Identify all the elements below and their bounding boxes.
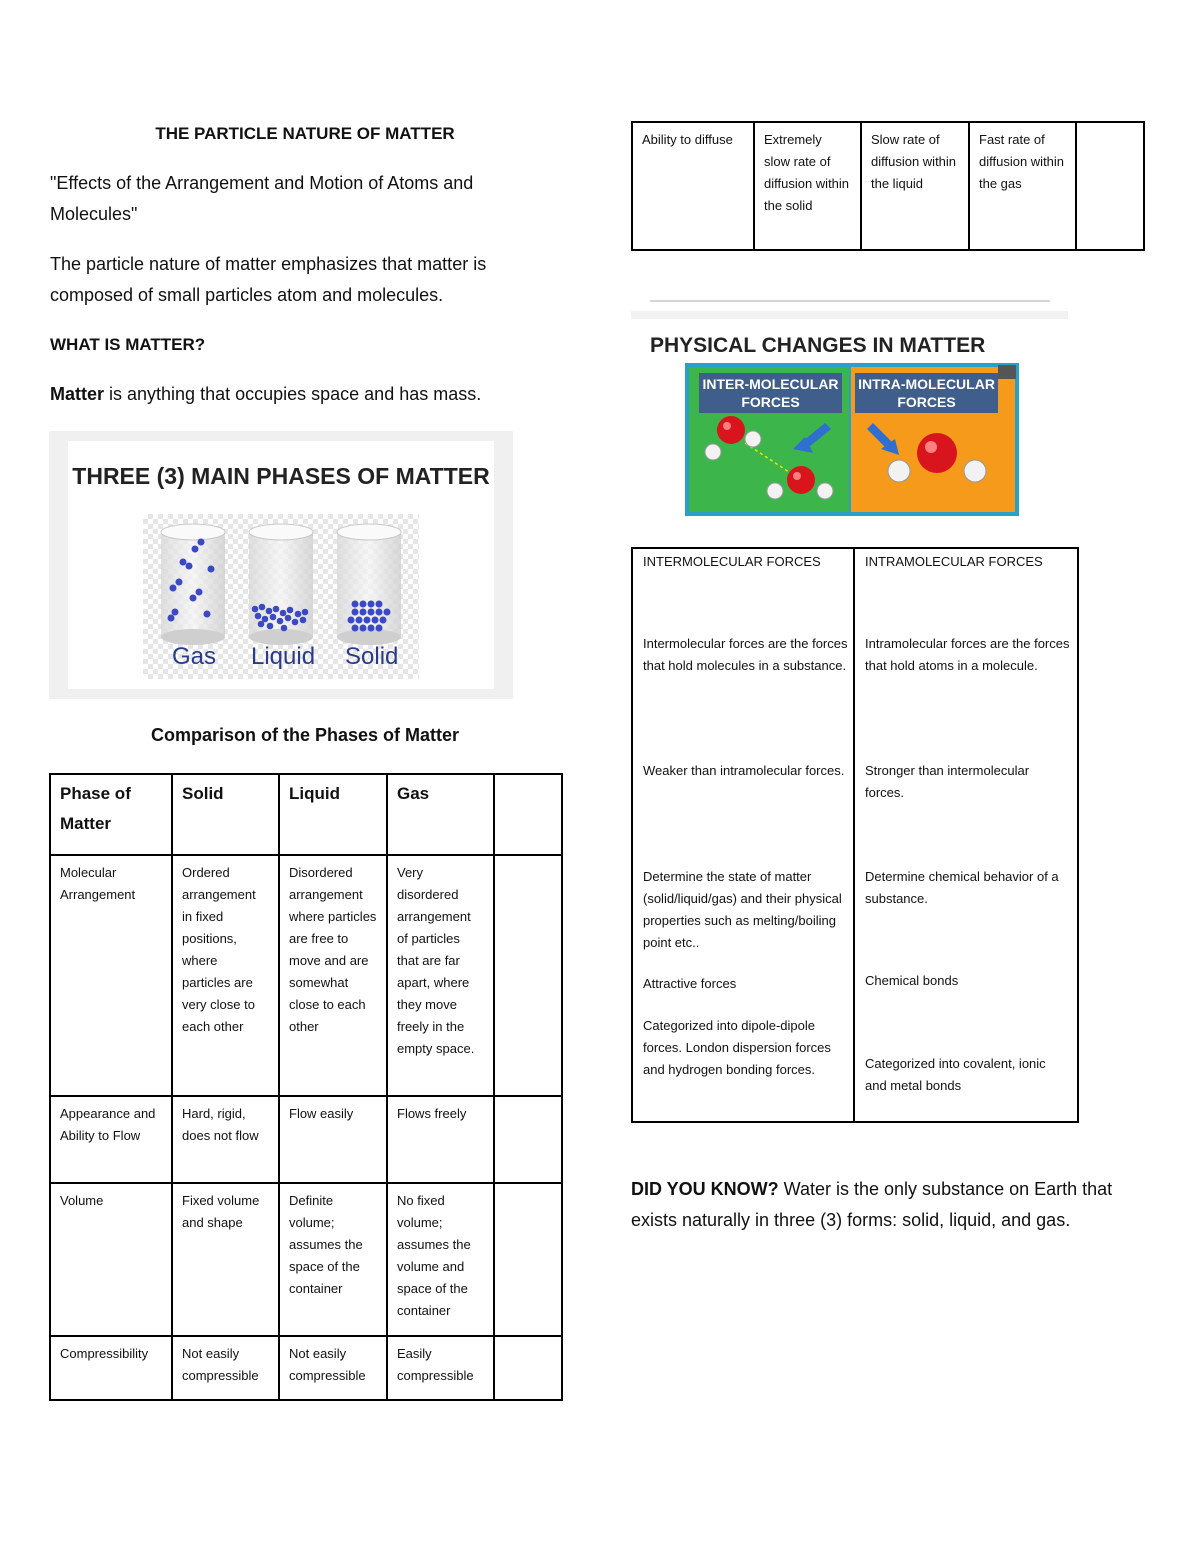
table-row <box>50 1096 562 1183</box>
table-cell: Attractive forces <box>643 976 737 991</box>
table-cell: Categorized into covalent, ionic and metal bonds <box>865 1056 1046 1093</box>
table-cell: Fixed volume and shape <box>172 1183 279 1336</box>
table-cell: Not easily compressible <box>172 1336 279 1400</box>
phases-image <box>49 431 513 699</box>
physical-changes-title: PHYSICAL CHANGES IN MATTER <box>650 334 986 357</box>
phases-image-title: THREE (3) MAIN PHASES OF MATTER <box>72 463 490 489</box>
table-cell: Weaker than intramolecular forces. <box>643 763 845 778</box>
comparison-heading: Comparison of the Phases of Matter <box>150 725 460 745</box>
gas-label: Gas <box>172 643 217 670</box>
intra-molecular-label: INTRA-MOLECULAR FORCES <box>858 376 995 410</box>
table-cell: Not easily compressible <box>279 1336 387 1400</box>
table-cell: No fixed volume; assumes the volume and space of the container <box>387 1183 494 1336</box>
gas-cylinder <box>161 524 225 645</box>
header-cell: Solid <box>172 774 279 855</box>
table-cell: Slow rate of diffusion within the liquid <box>861 122 969 250</box>
page-title: THE PARTICLE NATURE OF MATTER <box>155 124 455 143</box>
table-cell: Stronger than intermolecular forces. <box>865 763 1030 800</box>
table-cell: Disordered arrangement where particles are free to move and are somewhat close to each other <box>279 855 387 1096</box>
header-cell: Liquid <box>279 774 387 855</box>
diffuse-table <box>631 121 1145 251</box>
table-cell <box>1076 122 1144 250</box>
table-cell: Molecular Arrangement <box>50 855 172 1096</box>
table-row <box>632 548 1078 1122</box>
header-cell: Phase of Matter <box>50 774 172 855</box>
liquid-cylinder <box>249 524 313 645</box>
table-cell: Categorized into dipole-dipole forces. London dispersion forces and hydrogen bonding forces. <box>643 1018 831 1077</box>
table-cell: Ability to diffuse <box>632 122 754 250</box>
table-cell: Hard, rigid, does not flow <box>172 1096 279 1183</box>
table-row <box>50 855 562 1096</box>
table-row <box>50 1183 562 1336</box>
table-cell: Compressibility <box>50 1336 172 1400</box>
table-cell <box>494 855 562 1096</box>
table-cell <box>494 1336 562 1400</box>
table-cell: Flow easily <box>279 1096 387 1183</box>
table-cell: Determine the state of matter (solid/liquid/gas) and their physical properties such as melting/boiling point etc.. <box>643 869 842 950</box>
matter-definition <box>50 379 560 410</box>
solid-label: Solid <box>345 643 399 670</box>
table-cell: Appearance and Ability to Flow <box>50 1096 172 1183</box>
did-you-know-text: Water is the only substance on Earth that exists naturally in three (3) forms: solid, liquid, and gas. <box>631 1179 1113 1230</box>
table-cell: Determine chemical behavior of a substance. <box>865 869 1059 906</box>
matter-term: Matter <box>50 384 105 404</box>
what-is-matter-heading: WHAT IS MATTER? <box>50 335 206 354</box>
matter-definition-text: is anything that occupies space and has mass. <box>104 384 482 404</box>
divider <box>650 300 1050 302</box>
liquid-label: Liquid <box>251 643 316 670</box>
header-cell: Gas <box>387 774 494 855</box>
table-row <box>632 122 1144 250</box>
table-cell: Flows freely <box>387 1096 494 1183</box>
table-cell: Very disordered arrangement of particles that are far apart, where they move freely in the empty space. <box>387 855 494 1096</box>
inter-column <box>632 548 854 1122</box>
intro-paragraph: The particle nature of matter emphasizes that matter is composed of small particles atom and molecules. <box>50 254 487 305</box>
table-cell: Ordered arrangement in fixed positions, where particles are very close to each other <box>172 855 279 1096</box>
table-cell: Easily compressible <box>387 1336 494 1400</box>
did-you-know-label: DID YOU KNOW? <box>631 1179 779 1199</box>
forces-table <box>631 547 1079 1123</box>
forces-image <box>685 363 1019 516</box>
table-cell: Definite volume; assumes the space of the container <box>279 1183 387 1336</box>
table-cell: Intermolecular forces are the forces that hold molecules in a substance. <box>643 636 848 673</box>
table-cell: Chemical bonds <box>865 973 959 988</box>
header-cell: INTERMOLECULAR FORCES <box>643 554 821 569</box>
table-header-row <box>50 774 562 855</box>
table-cell <box>494 1096 562 1183</box>
image-top-strip <box>631 311 1068 319</box>
header-cell <box>494 774 562 855</box>
table-cell: Volume <box>50 1183 172 1336</box>
header-cell: INTRAMOLECULAR FORCES <box>865 554 1043 569</box>
table-cell <box>494 1183 562 1336</box>
inter-molecular-label: INTER-MOLECULAR FORCES <box>702 376 839 410</box>
table-cell: Extremely slow rate of diffusion within the solid <box>754 122 861 250</box>
solid-cylinder <box>337 524 401 645</box>
intra-column <box>854 548 1078 1122</box>
comparison-table <box>49 773 563 1401</box>
subtitle: "Effects of the Arrangement and Motion of Atoms and Molecules" <box>50 173 474 224</box>
table-row <box>50 1336 562 1400</box>
table-cell: Fast rate of diffusion within the gas <box>969 122 1076 250</box>
table-cell: Intramolecular forces are the forces that hold atoms in a molecule. <box>865 636 1070 673</box>
did-you-know <box>631 1174 1131 1236</box>
